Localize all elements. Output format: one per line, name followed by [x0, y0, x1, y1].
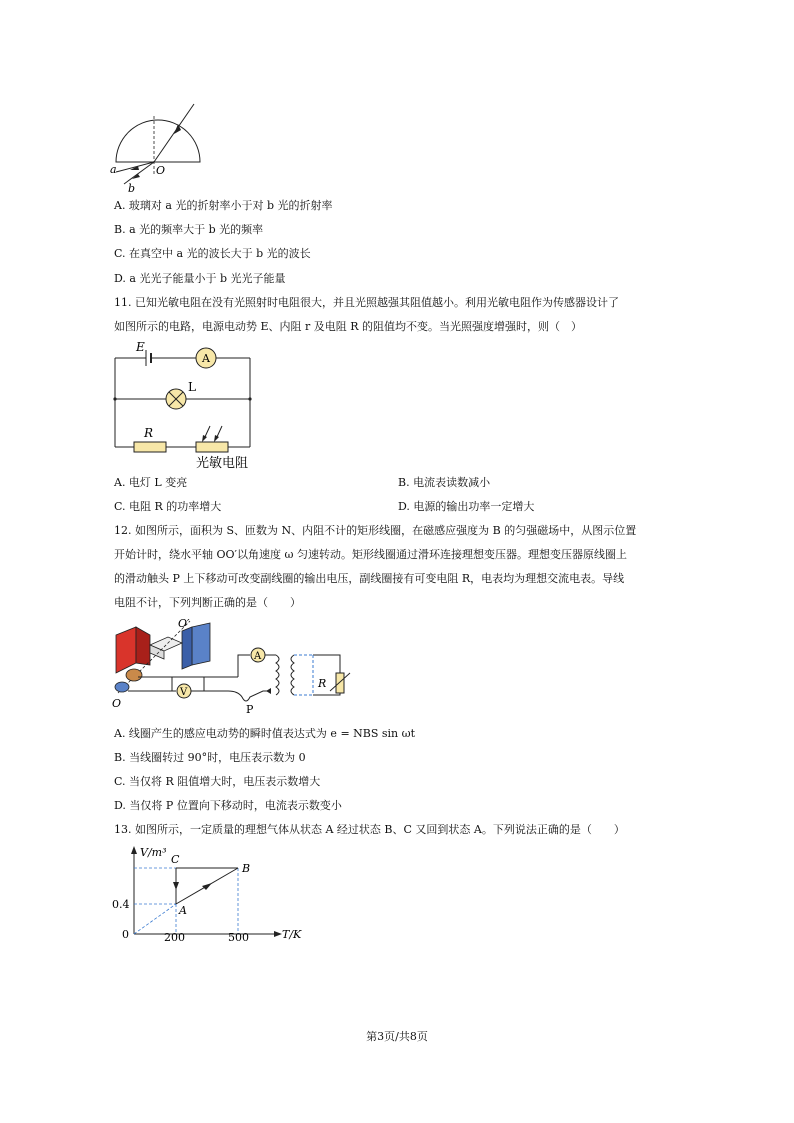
q12-stem-line4: 电阻不计，下列判断正确的是（ ）	[114, 596, 301, 609]
q13-stem: 13. 如图所示，一定质量的理想气体从状态 A 经过状态 B、C 又回到状态 A。下列说法正确的是（ ）	[114, 823, 625, 836]
x-axis-label: T/K	[282, 928, 302, 941]
q10-option-a: A. 玻璃对 a 光的折射率小于对 b 光的折射率	[114, 199, 333, 212]
point-b-label: B	[242, 862, 251, 875]
q10-option-c: C. 在真空中 a 光的波长大于 b 光的波长	[114, 247, 311, 260]
photoresistor-caption: 光敏电阻	[196, 456, 249, 471]
label-o: O	[156, 164, 166, 177]
x-tick-200: 200	[164, 931, 185, 942]
q12-option-d: D. 当仅将 P 位置向下移动时，电流表示数变小	[114, 799, 342, 812]
page-footer: 第3页/共8页	[366, 1030, 428, 1043]
x-tick-500: 500	[228, 931, 249, 942]
variable-resistor-label: R	[318, 677, 327, 690]
q12-option-b: B. 当线圈转过 90°时，电压表示数为 0	[114, 751, 306, 764]
lamp-label: L	[188, 380, 196, 394]
q11-option-a: A. 电灯 L 变亮	[114, 476, 188, 489]
label-o: O	[112, 697, 122, 710]
q11-option-c: C. 电阻 R 的功率增大	[114, 500, 222, 513]
resistor-label: R	[144, 426, 154, 440]
q11-stem-line1: 11. 已知光敏电阻在没有光照射时电阻很大，并且光照越强其阻值越小。利用光敏电阻作为传感器设计了	[114, 296, 619, 309]
origin-label: 0	[122, 928, 129, 941]
y-axis-label: V/m³	[140, 846, 167, 859]
ammeter-label: A	[202, 352, 210, 365]
generator-transformer-figure	[108, 615, 358, 715]
vt-graph-figure	[110, 842, 310, 942]
q12-stem-line2: 开始计时，绕水平轴 OO′以角速度 ω 匀速转动。矩形线圈通过滑环连接理想变压器。理想变压器原线圈上	[114, 548, 627, 561]
label-b: b	[128, 182, 136, 194]
q10-option-d: D. a 光光子能量小于 b 光光子能量	[114, 272, 286, 285]
label-o-prime: O′	[178, 617, 190, 630]
q11-stem-line2: 如图所示的电路，电源电动势 E、内阻 r 及电阻 R 的阻值均不变。当光照强度增强时，则（ ）	[114, 320, 583, 333]
photoresistor-circuit-figure	[110, 340, 260, 472]
label-a: a	[110, 163, 117, 176]
y-tick-label: 0.4	[112, 898, 130, 911]
q12-stem-line3: 的滑动触头 P 上下移动可改变副线圈的输出电压，副线圈接有可变电阻 R，电表均为理想交流电表。导线	[114, 572, 625, 585]
slider-label: P	[246, 703, 254, 715]
q10-option-b: B. a 光的频率大于 b 光的频率	[114, 223, 264, 236]
point-a-label: A	[179, 904, 187, 917]
point-c-label: C	[171, 853, 180, 866]
q12-option-a: A. 线圈产生的感应电动势的瞬时值表达式为 e = NBS sin ωt	[114, 727, 416, 740]
q11-option-d: D. 电源的输出功率一定增大	[398, 500, 535, 513]
voltmeter-label: V	[180, 687, 188, 698]
ammeter-label: A	[254, 651, 262, 662]
semicircle-refraction-figure	[108, 102, 208, 194]
q12-option-c: C. 当仅将 R 阻值增大时，电压表示数增大	[114, 775, 321, 788]
q11-option-b: B. 电流表读数减小	[398, 476, 491, 489]
q12-stem-line1: 12. 如图所示，面积为 S、匝数为 N、内阻不计的矩形线圈，在磁感应强度为 B 的匀强磁场中，从图示位置	[114, 524, 637, 537]
label-e: E	[136, 340, 145, 354]
